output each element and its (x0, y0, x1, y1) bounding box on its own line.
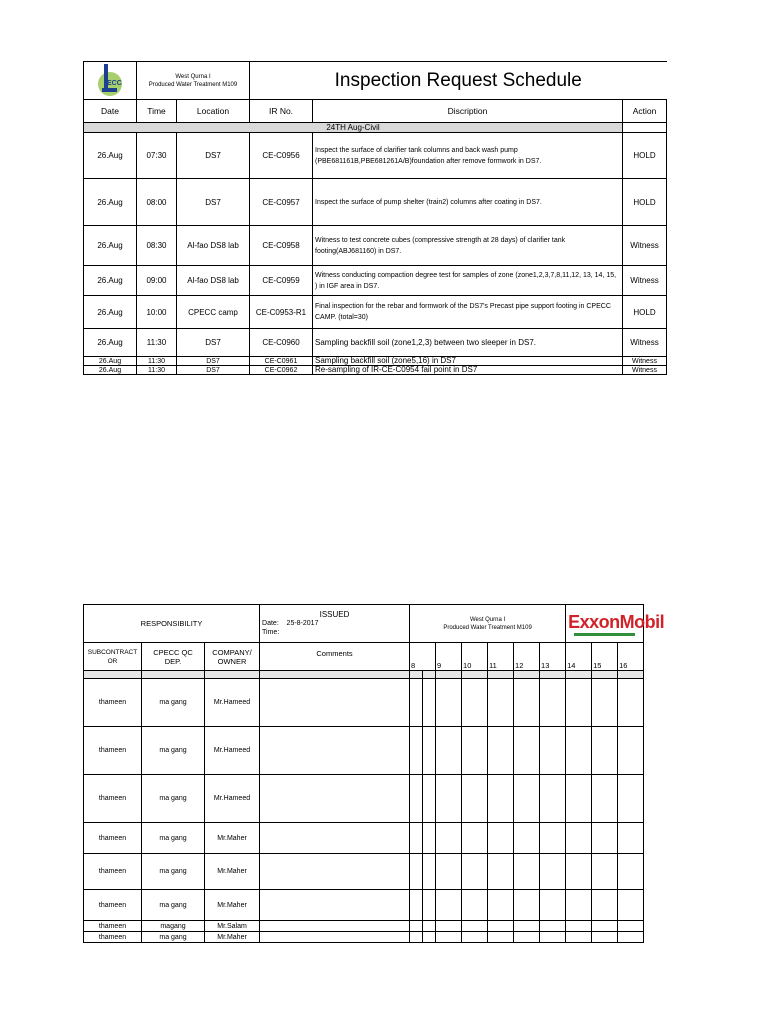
table-row (84, 921, 644, 932)
project-line-1: West Qurna I (469, 616, 506, 623)
table-row (84, 890, 644, 921)
row-description: Final inspection for the rebar and formwork of the DS7's Precast pipe support footing in CPECC CAMP. (total=30) (313, 296, 623, 329)
table-row (84, 823, 644, 854)
issue-meta (260, 605, 410, 643)
row-action: Witness (623, 226, 667, 266)
column-header-row (84, 100, 667, 123)
row-company: Mr.Hameed (205, 679, 260, 727)
hour-col: 13 (540, 643, 566, 671)
row-action: HOLD (623, 296, 667, 329)
section-row (84, 123, 667, 133)
col-description: Discription (313, 100, 623, 123)
row-time: 08:30 (137, 226, 177, 266)
row-comments[interactable] (260, 932, 410, 943)
row-company: Mr.Maher (205, 932, 260, 943)
row-company: Mr.Maher (205, 823, 260, 854)
col-time: Time (137, 100, 177, 123)
time-label: Time: (262, 629, 280, 636)
table-row (84, 366, 667, 375)
row-location: Al-fao DS8 lab (177, 266, 250, 296)
logo-text: ECC (107, 79, 122, 87)
project-line-2: Produced Water Treatment M109 (148, 81, 238, 88)
row-comments[interactable] (260, 890, 410, 921)
row-company: Mr.Salam (205, 921, 260, 932)
col-location: Location (177, 100, 250, 123)
row-description: Witness conducting compaction degree test for samples of zone (zone1,2,3,7,8,11,12, 13, 14, 15, ) in IGF area in DS7. (313, 266, 623, 296)
row-comments[interactable] (260, 679, 410, 727)
row-ir-no: CE-C0957 (250, 179, 313, 226)
row-location: DS7 (177, 366, 250, 375)
hour-col: 9 (436, 643, 462, 671)
row-comments[interactable] (260, 823, 410, 854)
responsibility-header: RESPONSIBILITY (84, 605, 260, 643)
row-time: 09:00 (137, 266, 177, 296)
project-line-2: Produced Water Treatment M109 (443, 624, 532, 631)
col-subcontractor: SUBCONTRACT OR (84, 643, 142, 671)
row-comments[interactable] (260, 854, 410, 890)
row-time: 07:30 (137, 133, 177, 179)
project-name (137, 62, 250, 100)
row-company: Mr.Maher (205, 854, 260, 890)
row-action: Witness (623, 366, 667, 375)
row-time: 10:00 (137, 296, 177, 329)
date-label: Date: (262, 620, 279, 627)
row-time: 08:00 (137, 179, 177, 226)
project-name (410, 605, 566, 643)
row-location: DS7 (177, 133, 250, 179)
row-action: Witness (623, 266, 667, 296)
section-spacer (623, 123, 667, 133)
row-cpecc: ma gang (142, 727, 205, 775)
hour-col: 14 (566, 643, 592, 671)
row-subcontractor: thameen (84, 854, 142, 890)
exxonmobil-logo-cell (566, 605, 665, 643)
row-date: 26.Aug (84, 296, 137, 329)
hour-col: 15 (592, 643, 618, 671)
row-ir-no: CE-C0960 (250, 329, 313, 357)
row-cpecc: ma gang (142, 932, 205, 943)
logo-underline (574, 633, 635, 636)
row-ir-no: CE-C0953-R1 (250, 296, 313, 329)
row-subcontractor: thameen (84, 679, 142, 727)
row-action: Witness (623, 357, 667, 366)
hour-col: 16 (618, 643, 644, 671)
row-company: Mr.Maher (205, 890, 260, 921)
hour-col: 8 (410, 643, 436, 671)
table-row (84, 775, 644, 823)
table-row (84, 932, 644, 943)
row-description: Sampling backfill soil (zone1,2,3) between two sleeper in DS7. (313, 329, 623, 357)
row-description: Witness to test concrete cubes (compressive strength at 28 days) of clarifier tank footing(ABJ681160) in DS7. (313, 226, 623, 266)
row-location: CPECC camp (177, 296, 250, 329)
row-ir-no: CE-C0956 (250, 133, 313, 179)
row-company: Mr.Hameed (205, 775, 260, 823)
row-date: 26.Aug (84, 226, 137, 266)
issued-label: ISSUED (319, 610, 350, 619)
row-ir-no: CE-C0962 (250, 366, 313, 375)
col-cpecc: CPECC QC DEP. (142, 643, 205, 671)
row-date: 26.Aug (84, 133, 137, 179)
row-ir-no: CE-C0959 (250, 266, 313, 296)
row-time: 11:30 (137, 357, 177, 366)
row-action: Witness (623, 329, 667, 357)
row-subcontractor: thameen (84, 890, 142, 921)
hour-col: 11 (488, 643, 514, 671)
table-row (84, 226, 667, 266)
table-row (84, 179, 667, 226)
column-header-row (84, 643, 644, 671)
row-time: 11:30 (137, 329, 177, 357)
table-row (84, 679, 644, 727)
row-date: 26.Aug (84, 266, 137, 296)
row-description: Re-sampling of IR-CE-C0954 fail point in DS7 (313, 366, 623, 375)
row-action: HOLD (623, 179, 667, 226)
table-row (84, 133, 667, 179)
row-comments[interactable] (260, 921, 410, 932)
inspection-schedule-table (83, 61, 667, 375)
row-subcontractor: thameen (84, 932, 142, 943)
row-time: 11:30 (137, 366, 177, 375)
row-action: HOLD (623, 133, 667, 179)
row-subcontractor: thameen (84, 775, 142, 823)
row-comments[interactable] (260, 775, 410, 823)
company-logo-cell (84, 62, 137, 100)
table-row (84, 296, 667, 329)
row-company: Mr.Hameed (205, 727, 260, 775)
row-description: Inspect the surface of clarifier tank columns and back wash pump (PBE681161B,PBE681261A/B)foundation after remove formwork in DS7. (313, 133, 623, 179)
row-cpecc: ma gang (142, 679, 205, 727)
table-row (84, 266, 667, 296)
exxonmobil-logo: ExxonMobil (568, 611, 665, 632)
row-description: Inspect the surface of pump shelter (train2) columns after coating in DS7. (313, 179, 623, 226)
table-row (84, 854, 644, 890)
row-date: 26.Aug (84, 357, 137, 366)
row-location: DS7 (177, 329, 250, 357)
table-row (84, 329, 667, 357)
row-date: 26.Aug (84, 329, 137, 357)
logo-base-icon (102, 88, 117, 92)
col-date: Date (84, 100, 137, 123)
row-date: 26.Aug (84, 179, 137, 226)
row-location: Al-fao DS8 lab (177, 226, 250, 266)
row-subcontractor: thameen (84, 921, 142, 932)
table-row (84, 727, 644, 775)
row-ir-no: CE-C0961 (250, 357, 313, 366)
row-ir-no: CE-C0958 (250, 226, 313, 266)
issue-date (262, 619, 407, 628)
col-company-owner: COMPANY/ OWNER (205, 643, 260, 671)
row-comments[interactable] (260, 727, 410, 775)
row-cpecc: ma gang (142, 854, 205, 890)
row-location: DS7 (177, 357, 250, 366)
page-title: Inspection Request Schedule (250, 62, 667, 100)
col-ir-no: IR No. (250, 100, 313, 123)
hour-col: 12 (514, 643, 540, 671)
hour-col: 10 (462, 643, 488, 671)
col-comments: Comments (260, 643, 410, 671)
date-value: 25-8-2017 (286, 620, 319, 627)
section-label: 24TH Aug-Civil (84, 123, 623, 133)
ecc-logo (91, 64, 129, 98)
project-line-1: West Qurna I (175, 73, 211, 80)
row-subcontractor: thameen (84, 727, 142, 775)
row-description: Sampling backfill soil (zone5,16) in DS7 (313, 357, 623, 366)
spacer-row (84, 671, 644, 679)
col-action: Action (623, 100, 667, 123)
row-date: 26.Aug (84, 366, 137, 375)
responsibility-table (83, 604, 665, 943)
row-cpecc: magang (142, 921, 205, 932)
row-cpecc: ma gang (142, 823, 205, 854)
row-location: DS7 (177, 179, 250, 226)
row-cpecc: ma gang (142, 775, 205, 823)
row-subcontractor: thameen (84, 823, 142, 854)
row-cpecc: ma gang (142, 890, 205, 921)
